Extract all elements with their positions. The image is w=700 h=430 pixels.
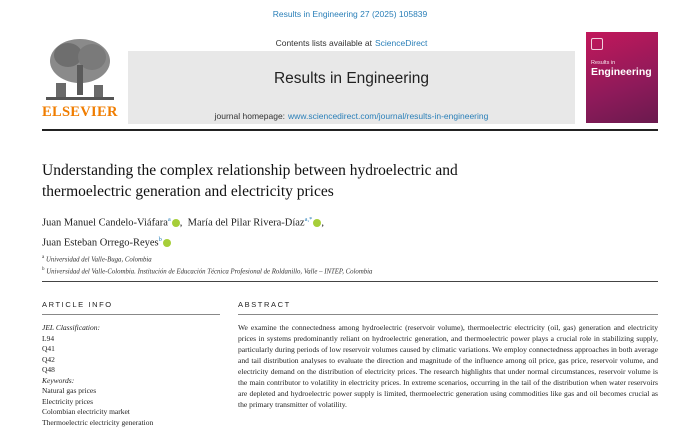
affiliation-marker: b <box>42 267 45 273</box>
jel-code: Q48 <box>42 365 55 374</box>
contents-prefix: Contents lists available at <box>275 38 372 48</box>
article-info <box>42 323 220 428</box>
contents-line <box>128 35 575 51</box>
jel-label: JEL Classification: <box>42 323 100 332</box>
abstract-text: We examine the connectedness among hydroelectric (reservoir volume), thermoelectric electricity (oil, gas) generation and electricity prices in systems predominantly reliant on hydroelectric generation, and thermoelectric power plays a crucial role in stabilizing supply, particularly during periods of low reservoir volumes caused by climatic variations. We employ connectedness approaches in both average and tail distribution analyses to evaluate the direction and magnitude of the influence among oil price, gas price, reservoir volume, and electricity demand on the distribution of electricity prices. The research highlights that under normal circumstances, reservoir volume is the main contributor to volatility in electricity prices. In extreme scenarios, occurring in the tail of the distribution when water reservoirs are depleted and hydroelectric power supply is limited, thermoelectric generation using commodities like gas and oil becomes crucial as the primary transmitter of volatility. <box>238 323 658 409</box>
title-line-1: Understanding the complex relationship between hydroelectric and <box>42 162 458 179</box>
article-info-heading: ARTICLE INFO <box>42 300 113 309</box>
orcid-icon[interactable] <box>163 239 171 247</box>
keyword: Natural gas prices <box>42 386 97 395</box>
title-line-2: thermoelectric generation and electricity prices <box>42 183 334 200</box>
author-affiliation-marker[interactable]: a <box>167 216 171 223</box>
keywords-label: Keywords: <box>42 375 75 385</box>
section-divider <box>42 281 658 282</box>
journal-banner <box>128 35 575 124</box>
keyword: Electricity prices <box>42 396 94 406</box>
homepage-prefix: journal homepage: <box>214 110 286 121</box>
jel-code: Q41 <box>42 344 55 353</box>
abstract-heading: ABSTRACT <box>238 300 291 309</box>
jel-code: Q42 <box>42 354 55 364</box>
author-name[interactable]: Juan Esteban Orrego-Reyes <box>42 237 159 248</box>
jel-code: L94 <box>42 333 55 343</box>
orcid-icon[interactable] <box>172 219 180 227</box>
article-title <box>42 160 602 202</box>
journal-homepage-link[interactable]: www.sciencedirect.com/journal/results-in-engineering <box>288 110 489 121</box>
affiliations <box>42 253 372 278</box>
orcid-icon[interactable] <box>313 219 321 227</box>
author-name[interactable]: María del Pilar Rivera-Díaz <box>187 217 305 229</box>
abstract-divider <box>238 314 658 315</box>
cover-big-text: Engineering <box>591 66 652 78</box>
cover-logo-icon <box>591 38 603 50</box>
sciencedirect-link[interactable]: ScienceDirect <box>374 38 428 48</box>
article-info-divider <box>42 314 220 315</box>
affiliation-text: Universidad del Valle-Buga, Colombia <box>45 256 152 264</box>
affiliation-text: Universidad del Valle-Colombia. Institución de Educación Técnica Profesional de Roldanillo, Valle – INTEP, Colombia <box>46 268 373 276</box>
keyword: Colombian electricity market <box>42 407 130 416</box>
affiliation-marker: a <box>42 255 45 260</box>
author-list: Juan Manuel Candelo-Viáfara$^a$ , María del Pilar Rivera-Díaz$^{a,*}$ , Juan Esteban Orrego-Reyes$^b$ <box>42 216 324 248</box>
elsevier-tree-icon <box>40 35 120 103</box>
author-name[interactable]: Juan Manuel Candelo-Viáfara <box>42 217 168 229</box>
cover-small-text: Results in <box>591 60 616 66</box>
journal-name[interactable]: Results in Engineering <box>128 51 575 107</box>
homepage-line <box>128 107 575 124</box>
keyword: Thermoelectric electricity generation <box>42 417 154 427</box>
author-affiliation-marker[interactable]: a,* <box>304 216 313 223</box>
author-affiliation-marker[interactable]: b <box>158 235 162 243</box>
publisher-logo-text: ELSEVIER <box>42 104 118 120</box>
journal-citation[interactable]: Results in Engineering 27 (2025) 105839 <box>272 9 428 19</box>
journal-cover[interactable] <box>586 32 658 123</box>
header-divider <box>42 129 658 131</box>
